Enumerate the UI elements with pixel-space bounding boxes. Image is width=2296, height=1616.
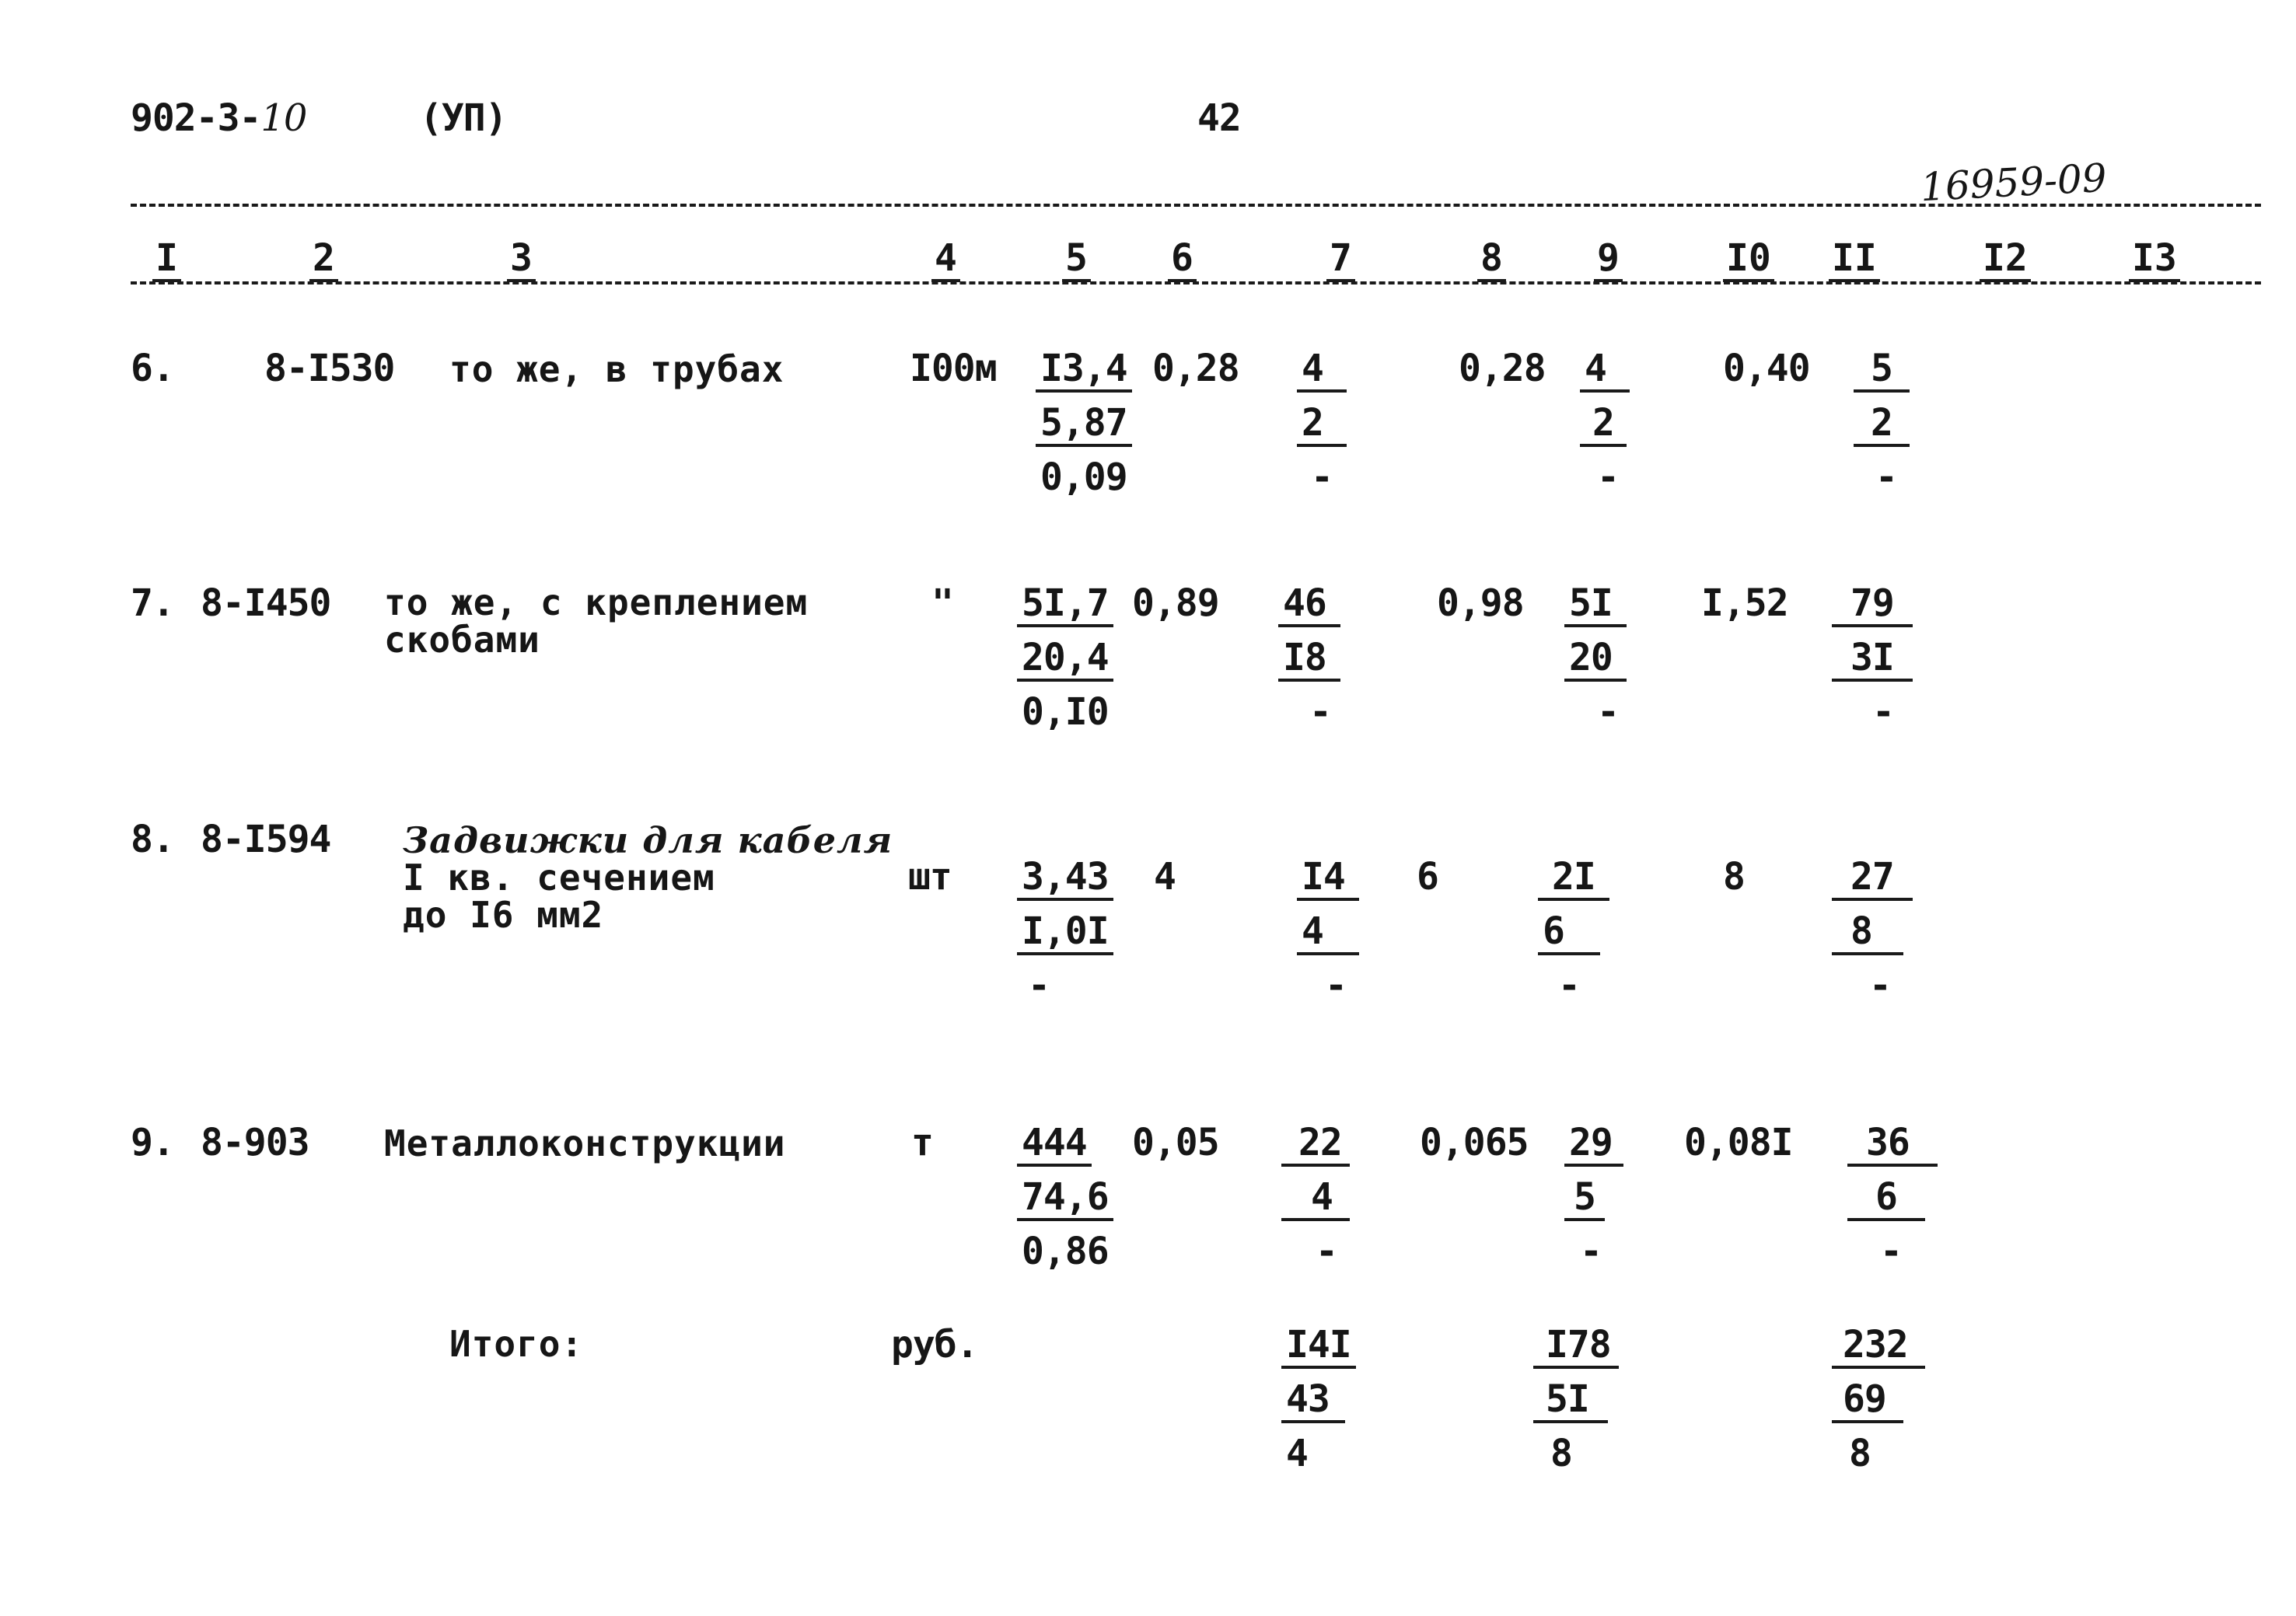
row-9-col8: 0,065: [1420, 1121, 1529, 1164]
row-6-number: 6.: [131, 347, 174, 390]
row-9-code: 8-903: [201, 1121, 309, 1164]
row-8-col11: 27 8 -: [1832, 858, 1913, 1021]
row-8-col10: 8: [1723, 855, 1745, 899]
row-7-number: 7.: [131, 581, 174, 625]
column-number-2: 2: [309, 239, 338, 282]
row-6-col9: 4 2 -: [1580, 350, 1630, 513]
document-code: [131, 96, 307, 140]
row-7-col8: 0,98: [1437, 581, 1524, 625]
row-8-unit: шт: [908, 855, 952, 899]
row-8-col8: 6: [1417, 855, 1438, 899]
column-number-5: 5: [1062, 239, 1091, 282]
column-number-4: 4: [931, 239, 960, 282]
row-8-code: 8-I594: [201, 818, 331, 861]
row-6-col10: 0,40: [1723, 347, 1810, 390]
row-7-code: 8-I450: [201, 581, 331, 625]
row-7-col5: 5I,7 20,4 0,I0: [1017, 585, 1113, 748]
archive-number: 16959-09: [1919, 155, 2108, 211]
row-8-col7: I4 4 -: [1297, 858, 1359, 1021]
column-number-7: 7: [1326, 239, 1355, 282]
row-6-col7: 4 2 -: [1297, 350, 1347, 513]
row-8-col9: 2I 6 -: [1538, 858, 1609, 1021]
row-7-col11: 79 3I -: [1832, 585, 1913, 748]
column-number-1: I: [152, 239, 181, 282]
row-7-description-line-2: скобами: [384, 619, 540, 661]
row-6-unit: I00м: [910, 347, 997, 390]
row-6-col8: 0,28: [1459, 347, 1546, 390]
row-6-col11: 5 2 -: [1854, 350, 1910, 513]
row-6-description: то же, в трубах: [449, 348, 785, 390]
column-number-9: 9: [1594, 239, 1623, 282]
column-number-12: I2: [1980, 239, 2031, 282]
column-number-6: 6: [1168, 239, 1197, 282]
row-7-unit: ": [931, 581, 953, 625]
row-9-col11: 36 6 -: [1847, 1124, 1938, 1287]
row-9-col5: 444 74,6 0,86: [1017, 1124, 1113, 1287]
row-6-col5: I3,4 5,87 0,09: [1036, 350, 1132, 513]
row-9-col7: 22 4 -: [1281, 1124, 1350, 1287]
row-7-description-line-1: то же, с креплением: [384, 581, 809, 623]
row-9-col9: 29 5 -: [1564, 1124, 1623, 1287]
row-8-col6: 4: [1154, 855, 1176, 899]
column-number-3: 3: [507, 239, 536, 282]
total-col7: I4I 43 4: [1281, 1326, 1356, 1489]
row-6-code: 8-I530: [264, 347, 395, 390]
column-number-13: I3: [2129, 239, 2180, 282]
document-code-suffix: (УП): [420, 96, 507, 140]
page-number: 42: [1197, 96, 1241, 140]
row-6-col6: 0,28: [1152, 347, 1239, 390]
row-7-col6: 0,89: [1132, 581, 1219, 625]
row-9-col6: 0,05: [1132, 1121, 1219, 1164]
row-9-number: 9.: [131, 1121, 174, 1164]
total-col11: 232 69 8: [1832, 1326, 1925, 1489]
total-col9: I78 5I 8: [1533, 1326, 1619, 1489]
column-number-8: 8: [1477, 239, 1506, 282]
document-code-prefix: 902-3-: [131, 96, 261, 140]
row-8-description-line-3: до I6 мм2: [403, 894, 604, 936]
row-7-col7: 46 I8 -: [1278, 585, 1340, 748]
row-8-description-line-2: I кв. сечением: [403, 857, 715, 899]
row-9-unit: т: [911, 1121, 933, 1164]
column-number-11: II: [1829, 239, 1880, 282]
row-8-description-line-1: Задвижки для кабеля: [403, 819, 893, 861]
row-8-col5: 3,43 I,0I -: [1017, 858, 1113, 1021]
column-number-10: I0: [1723, 239, 1774, 282]
row-9-description: Металлоконструкции: [384, 1122, 786, 1164]
total-unit: руб.: [891, 1323, 978, 1366]
row-9-col10: 0,08I: [1684, 1121, 1793, 1164]
top-dashed-rule: [131, 204, 2261, 207]
total-label: Итого:: [449, 1323, 584, 1365]
row-7-col9: 5I 20 -: [1564, 585, 1627, 748]
row-7-col10: I,52: [1701, 581, 1788, 625]
document-code-handwritten: 10: [260, 96, 307, 140]
row-8-number: 8.: [131, 818, 174, 861]
